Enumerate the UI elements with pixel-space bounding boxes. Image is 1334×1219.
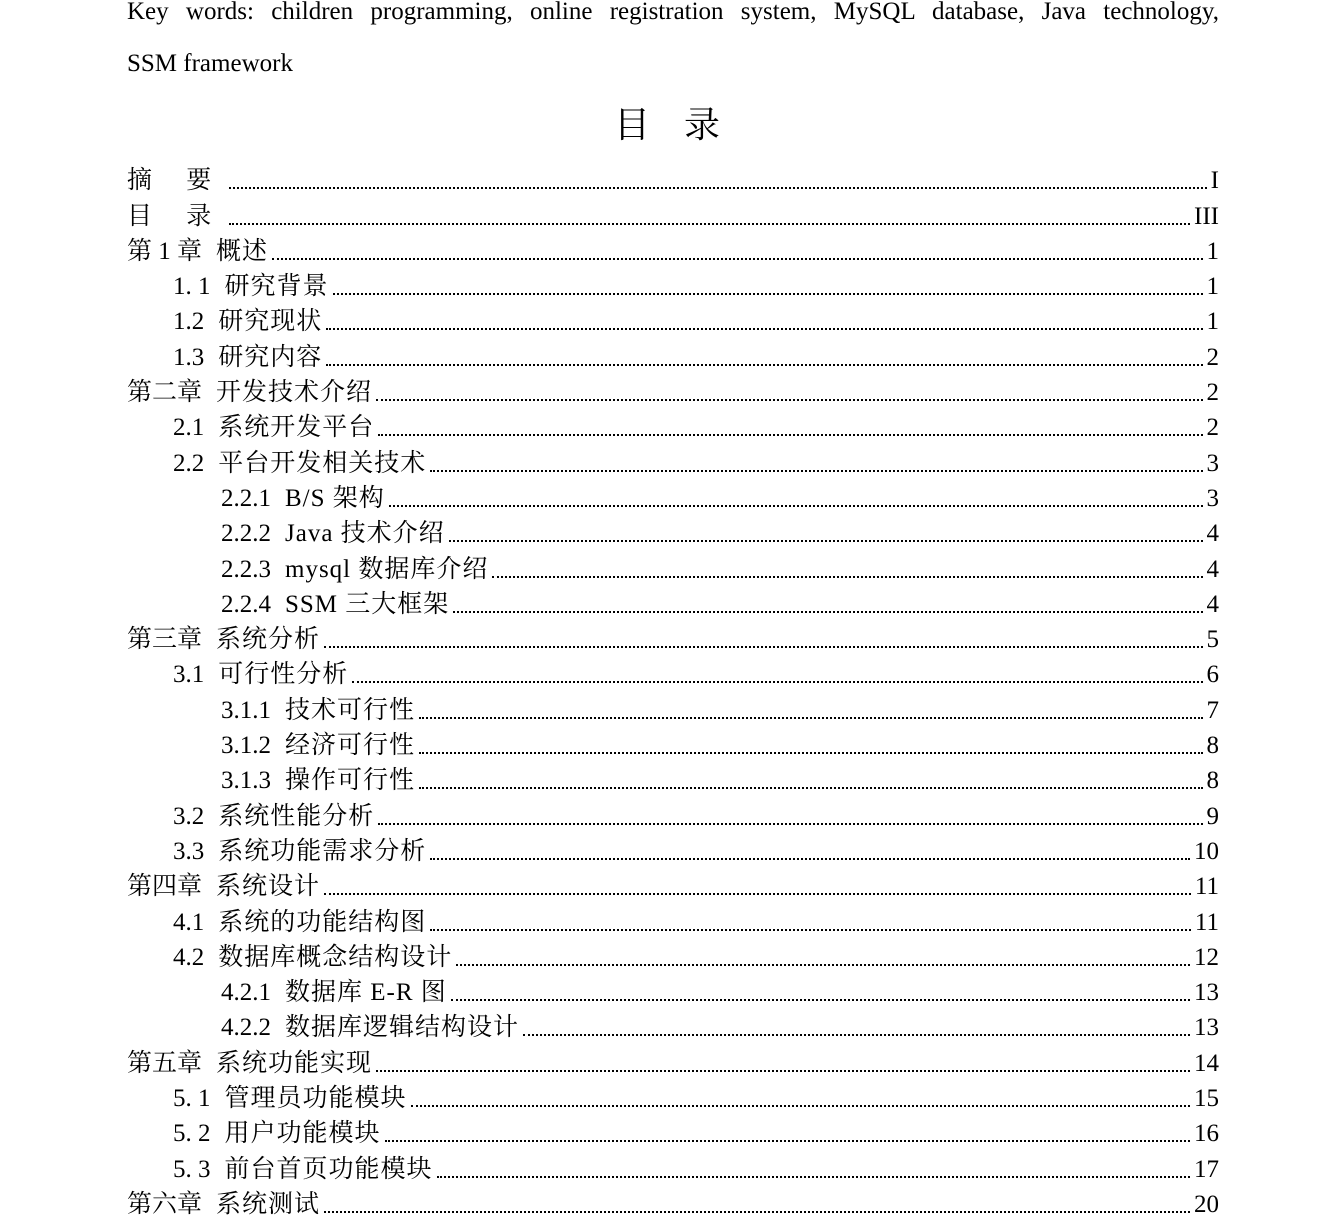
toc-entry-title: 前台首页功能模块 [224, 1155, 433, 1183]
toc-title: 目录 [613, 105, 754, 146]
toc-entry-number: 1. 1 [173, 273, 211, 301]
toc-entry-number: 5. 1 [173, 1085, 211, 1113]
toc-entry-number: 4.2.1 [221, 979, 271, 1007]
toc-entry-number: 2.2.3 [221, 555, 271, 583]
toc-dot-leader [324, 893, 1191, 895]
toc-entry-title: 数据库概念结构设计 [218, 943, 453, 971]
toc-entry-label [173, 308, 322, 336]
toc-entry-title: B/S 架构 [285, 484, 385, 512]
toc-entry-number: 4.1 [173, 908, 205, 936]
toc-entry-page: 2 [1206, 414, 1219, 442]
toc-entry-label [221, 1014, 519, 1042]
toc-entry-title: 系统测试 [216, 1190, 321, 1218]
toc-entry[interactable] [127, 266, 1219, 301]
toc-entry-title: 技术可行性 [285, 696, 416, 724]
toc-entry-label [173, 803, 374, 831]
toc-entry-number: 5. 2 [173, 1120, 211, 1148]
toc-entry-label [127, 379, 372, 407]
toc-dot-leader [376, 399, 1202, 401]
toc-entry-page: 20 [1194, 1190, 1219, 1218]
toc-entry-page: III [1194, 202, 1219, 230]
toc-dot-leader [333, 293, 1203, 295]
toc-entry-page: 3 [1206, 484, 1219, 512]
toc-entry[interactable] [127, 301, 1219, 336]
toc-entry-label [127, 1050, 372, 1078]
toc-entry-label [127, 203, 225, 231]
toc-entry-title: 研究背景 [224, 273, 329, 301]
toc-entry-title: 可行性分析 [218, 661, 349, 689]
toc-entry-page: 6 [1206, 661, 1219, 689]
toc-entry-page: 11 [1194, 873, 1219, 901]
toc-dot-leader [326, 364, 1202, 366]
toc-entry[interactable] [127, 760, 1219, 795]
toc-entry-page: 8 [1206, 732, 1219, 760]
toc-entry[interactable] [127, 231, 1219, 266]
toc-entry-number: 4.2.2 [221, 1014, 271, 1042]
toc-entry-number: 3.3 [173, 837, 205, 865]
toc-entry-number: 2.2.1 [221, 484, 271, 512]
toc-entry-page: 2 [1206, 343, 1219, 371]
toc-entry-page: 9 [1206, 802, 1219, 830]
toc-entry-label [173, 838, 426, 866]
keywords-line-2: SSM framework [127, 50, 293, 77]
toc-entry-page: 5 [1206, 626, 1219, 654]
toc-dot-leader [229, 223, 1190, 225]
toc-entry-label [127, 873, 320, 901]
toc-entry-number: 第二章 [127, 379, 203, 407]
toc-entry-page: 1 [1206, 308, 1219, 336]
toc-entry-title: 摘 要 [127, 167, 226, 195]
toc-entry-page: 4 [1206, 520, 1219, 548]
toc-entry[interactable] [127, 1148, 1219, 1183]
toc-entry-label [127, 167, 225, 195]
toc-entry[interactable] [127, 795, 1219, 830]
toc-entry-number: 1.3 [173, 343, 205, 371]
toc-dot-leader [376, 1070, 1190, 1072]
toc-dot-leader [378, 823, 1202, 825]
toc-dot-leader [419, 787, 1202, 789]
toc-entry[interactable] [127, 972, 1219, 1007]
toc-entry[interactable] [127, 1007, 1219, 1042]
toc-entry[interactable] [127, 336, 1219, 371]
toc-entry[interactable] [127, 442, 1219, 477]
toc-dot-leader [411, 1105, 1190, 1107]
toc-entry-page: 4 [1206, 555, 1219, 583]
toc-entry-page: 12 [1194, 943, 1219, 971]
toc-entry-number: 2.1 [173, 414, 205, 442]
toc-entry[interactable] [127, 866, 1219, 901]
toc-entry-page: 1 [1206, 273, 1219, 301]
toc-entry-title: 系统设计 [216, 873, 321, 901]
toc-dot-leader [389, 505, 1203, 507]
toc-entry-title: 系统分析 [216, 626, 321, 654]
toc-dot-leader [451, 999, 1190, 1001]
toc-entry-title: 系统开发平台 [218, 414, 375, 442]
toc-entry-number: 5. 3 [173, 1155, 211, 1183]
toc-entry-number: 2.2.2 [221, 520, 271, 548]
toc-entry-title: 数据库逻辑结构设计 [285, 1014, 520, 1042]
toc-entry[interactable] [127, 584, 1219, 619]
toc-entry[interactable] [127, 548, 1219, 583]
toc-entry-page: I [1210, 167, 1219, 195]
toc-entry-title: SSM 三大框架 [285, 590, 450, 618]
toc-entry-label [221, 520, 445, 548]
toc-entry-label [173, 1156, 433, 1184]
toc-dot-leader [419, 717, 1202, 719]
toc-dot-leader [419, 752, 1202, 754]
toc-entry[interactable] [127, 937, 1219, 972]
toc-entry-page: 7 [1206, 696, 1219, 724]
toc-entry-title: 操作可行性 [285, 767, 416, 795]
toc-dot-leader [523, 1034, 1190, 1036]
toc-dot-leader [430, 929, 1191, 931]
toc-entry-title: 目 录 [127, 202, 226, 230]
toc-entry[interactable] [127, 160, 1219, 195]
toc-entry-number: 第三章 [127, 626, 203, 654]
toc-dot-leader [272, 258, 1202, 260]
toc-entry-number: 1.2 [173, 308, 205, 336]
toc-entry-page: 14 [1194, 1049, 1219, 1077]
toc-dot-leader [385, 1140, 1190, 1142]
toc-entry-label [173, 450, 426, 478]
toc-entry[interactable] [127, 372, 1219, 407]
toc-entry-label [221, 767, 415, 795]
toc-entry-number: 第四章 [127, 873, 203, 901]
toc-entry-title: mysql 数据库介绍 [285, 555, 489, 583]
toc-entry[interactable] [127, 195, 1219, 230]
toc-dot-leader [437, 1176, 1190, 1178]
toc-entry[interactable] [127, 654, 1219, 689]
toc-dot-leader [378, 434, 1202, 436]
toc-entry-title: 系统性能分析 [218, 802, 375, 830]
toc-entry-title: 系统功能实现 [216, 1049, 373, 1077]
toc-entry-label [173, 273, 329, 301]
toc-entry-title: Java 技术介绍 [285, 520, 445, 548]
toc-entry-title: 开发技术介绍 [216, 379, 373, 407]
toc-entry-title: 数据库 E-R 图 [285, 979, 447, 1007]
toc-dot-leader [456, 964, 1190, 966]
toc-entry-title: 系统的功能结构图 [218, 908, 427, 936]
toc-entry-number: 3.2 [173, 802, 205, 830]
toc-entry-page: 13 [1194, 979, 1219, 1007]
toc-dot-leader [352, 681, 1202, 683]
toc-entry-number: 2.2.4 [221, 590, 271, 618]
toc-entry[interactable] [127, 725, 1219, 760]
toc-entry-label [221, 697, 415, 725]
toc-entry-number: 3.1.3 [221, 767, 271, 795]
toc-entry[interactable] [127, 1184, 1219, 1219]
toc-dot-leader [229, 187, 1206, 189]
toc-entry-label [221, 979, 447, 1007]
toc-entry-page: 11 [1194, 908, 1219, 936]
toc-entry-label [221, 485, 385, 513]
toc-entry-label [173, 414, 374, 442]
toc-entry-number: 第六章 [127, 1190, 203, 1218]
toc-dot-leader [430, 470, 1202, 472]
toc-dot-leader [492, 576, 1202, 578]
toc-entry-label [173, 344, 322, 372]
toc-entry-title: 经济可行性 [285, 732, 416, 760]
toc-entry-label [173, 1120, 381, 1148]
keywords-line-1: Key words: children programming, online registration system, MySQL database, Java technology, [127, 0, 1219, 25]
toc-entry-page: 8 [1206, 767, 1219, 795]
toc-entry-label [173, 944, 452, 972]
toc-entry-page: 3 [1206, 449, 1219, 477]
toc-entry-page: 10 [1194, 837, 1219, 865]
toc-entry-number: 3.1.2 [221, 732, 271, 760]
toc-entry-title: 系统功能需求分析 [218, 837, 427, 865]
toc-dot-leader [326, 328, 1202, 330]
toc-entry[interactable] [127, 689, 1219, 724]
toc-entry-number: 第 1 章 [127, 237, 203, 265]
toc-entry-title: 管理员功能模块 [224, 1085, 407, 1113]
table-of-contents [127, 160, 1219, 1219]
toc-entry-page: 2 [1206, 379, 1219, 407]
toc-dot-leader [430, 858, 1190, 860]
toc-entry[interactable] [127, 1078, 1219, 1113]
toc-entry-title: 研究现状 [218, 308, 323, 336]
toc-entry[interactable] [127, 407, 1219, 442]
toc-entry[interactable] [127, 513, 1219, 548]
toc-entry-page: 17 [1194, 1155, 1219, 1183]
toc-dot-leader [453, 611, 1202, 613]
toc-entry-number: 4.2 [173, 943, 205, 971]
toc-dot-leader [324, 646, 1202, 648]
toc-entry-page: 13 [1194, 1014, 1219, 1042]
toc-entry-label [127, 626, 320, 654]
toc-entry-label [173, 661, 348, 689]
toc-entry-number: 3.1 [173, 661, 205, 689]
toc-entry-title: 用户功能模块 [224, 1120, 381, 1148]
toc-dot-leader [449, 540, 1203, 542]
toc-entry-page: 15 [1194, 1085, 1219, 1113]
toc-entry-label [173, 909, 426, 937]
toc-entry[interactable] [127, 478, 1219, 513]
toc-entry-number: 第五章 [127, 1049, 203, 1077]
toc-entry-label [127, 238, 268, 266]
toc-entry[interactable] [127, 619, 1219, 654]
toc-entry-label [221, 732, 415, 760]
toc-entry-title: 平台开发相关技术 [218, 449, 427, 477]
toc-entry[interactable] [127, 1113, 1219, 1148]
toc-entry-label [173, 1085, 407, 1113]
toc-entry-number: 3.1.1 [221, 696, 271, 724]
toc-entry-label [221, 556, 488, 584]
toc-entry-page: 16 [1194, 1120, 1219, 1148]
toc-entry[interactable] [127, 901, 1219, 936]
toc-entry-page: 1 [1206, 237, 1219, 265]
toc-entry[interactable] [127, 1042, 1219, 1077]
toc-entry-page: 4 [1206, 590, 1219, 618]
toc-entry-label [127, 1191, 320, 1219]
toc-entry-number: 2.2 [173, 449, 205, 477]
toc-entry-title: 研究内容 [218, 343, 323, 371]
toc-entry-title: 概述 [216, 237, 269, 265]
toc-entry[interactable] [127, 831, 1219, 866]
toc-dot-leader [324, 1211, 1190, 1213]
toc-entry-label [221, 591, 449, 619]
